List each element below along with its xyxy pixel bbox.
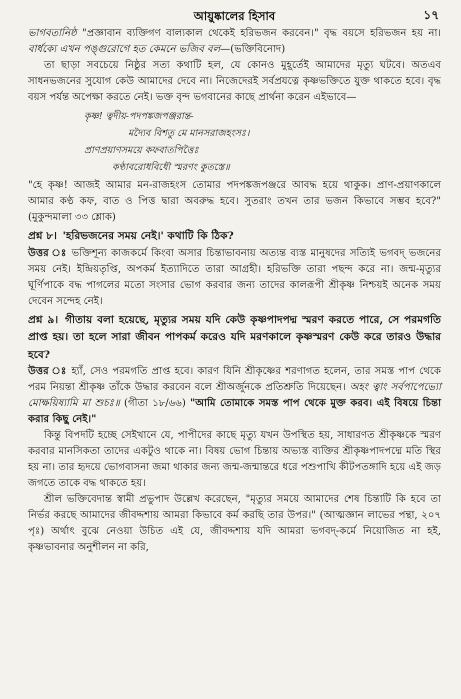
paragraph-3: "হে কৃষ্ণ! আজই আমার মন-রাজহংস তোমার পদপঙ্কজপঞ্জরে আবদ্ধ হয়ে থাকুক। প্রাণ-প্রয়াণকালে আমার কণ্ঠ কফ, বাত ও পিত্ত দ্বারা অবরুদ্ধ হবে। সুতরাং তখন তার ভজন কিভাবে সম্ভব হবে?" (মুকুন্দমালা ৩৩ শ্লোক): [28, 180, 441, 223]
verse-line-1: কৃষ্ণ! ত্বদীয়-পদপঙ্কজপঞ্জরান্ত-: [84, 111, 194, 122]
verse-line-4: কণ্ঠাবরোধবিধৌ স্মরণং কুতস্তে॥: [112, 162, 230, 173]
question-8-text: 'হরিভজনের সময় নেই।' কথাটি কি ঠিক?: [58, 230, 234, 242]
page-title: আয়ুষ্কালের হিসাব: [193, 9, 276, 23]
answer-8-label: উত্তর ঃ: [28, 247, 68, 259]
answer-9-bold-quote: "আমি তোমাকে সমস্ত পাপ থেকে মুক্ত করব। এই বিষয়ে চিন্তা করার কিছু নেই।": [28, 398, 442, 425]
page-number: ১৭: [423, 8, 439, 22]
question-8: [28, 228, 441, 246]
question-9-label: প্রশ্ন ৯।: [28, 313, 59, 326]
page-header: [28, 0, 441, 26]
page-body: [28, 26, 441, 556]
paragraph-1-text: "প্রজ্ঞাবান ব্যক্তিগণ বাল্যকাল থেকেই হরিভজন করবেন।" বৃদ্ধ বয়সে হরিভজন হয় না।: [76, 28, 441, 39]
question-8-label: প্রশ্ন ৮।: [28, 230, 57, 242]
paragraph-5: শ্রীল ভক্তিবেদান্ত স্বামী প্রভুপাদ উল্লেখ করেছেন, "মৃত্যুর সময়ে আমাদের শেষ চিন্তাটি কি হবে তা নির্ভর করছে আমাদের জীবদ্দশায় আমরা কিভাবে কর্ম করছি তার উপর।" (আত্মজ্ঞান লাভের পন্থা, ২০৭ পৃঃ) অর্থাৎ বুঝে নেওয়া উচিত এই যে, জীবদ্দশায় যদি আমরা ভগবদ্-কর্মে নিয়োজিত না হই, কৃষ্ণভাবনার অনুশীলন না করি,: [28, 494, 441, 553]
question-9-text: গীতায় বলা হয়েছে, মৃত্যুর সময় যদি কেউ কৃষ্ণপাদপদ্ম স্মরণ করতে পারে, সে পরমগতি প্রাপ্ত হয়। তা হলে সারা জীবন পাপকর্ম করেও যদি মরণকালে কৃষ্ণস্মরণ কেউ করে তারও উদ্ধার হবে?: [28, 313, 441, 361]
verse-line-2: মদ্যৈব বিশতু মে মানসরাজহংসঃ।: [128, 128, 250, 139]
paragraph-1-italic: বার্ধক্যে এখন পঙ্গুরোগে হত কেমনে ভজিব বল: [28, 44, 221, 55]
verse-line-3: প্রাণপ্রয়াণসময়ে কফবাতপিত্তৈঃ: [84, 145, 199, 156]
answer-9-text-1: হ্যাঁ, সেও পরমগতি প্রাপ্ত হবে। কারণ যিনি শ্রীকৃষ্ণের শরণাগত হলেন, তার সমস্ত পাপ থেকে পরম নিয়ন্তা শ্রীকৃষ্ণ তাঁকে উদ্ধার করবেন বলে শ্রীঅর্জুনকে প্রতিশ্রুতি দিয়েছেন।: [28, 366, 441, 393]
answer-8: [28, 246, 441, 310]
paragraph-1: [28, 26, 441, 58]
answer-9-label: উত্তর ঃ: [28, 366, 68, 377]
answer-9-italic-quote: অহং ত্বাং সর্বপাপেভ্যো মোক্ষয়িষ্যামি মা শুচঃ॥: [28, 382, 441, 409]
answer-8-text: ভক্তিশূন্য কাজকর্মে কিংবা অসার চিন্তাভাবনায় অত্যন্ত ব্যস্ত মানুষদের সত্যিই ভগবদ্ ভজনের সময় নেই। ইন্দ্রিয়তৃপ্তি, অপকর্ম ইত্যাদিতে তারা আগ্রহী। হরিভক্তি তারা পছন্দ করে না। জন্ম-মৃত্যুর ঘূর্ণিপাকে বদ্ধ পাগলের মতো সংসার ভোগ করবার জন্য তাদের কালরূপী শ্রীকৃষ্ণ নিশ্চয়ই অনেক সময় দেবেন সন্দেহ নেই।: [28, 247, 442, 307]
paragraph-2: তা ছাড়া সবচেয়ে নিষ্ঠুর সত্য কথাটি হল, যে কোনও মুহূর্তেই আমাদের মৃত্যু ঘটবে। অতএব সাধনভজনের সুযোগ কেউ আমাদের দেবে না। নিজেদেরই সর্বপ্রযত্নে কৃষ্ণভক্তিতে যুক্ত থাকতে হবে। বৃদ্ধ বয়স পর্যন্ত অপেক্ষা করতে নেই। ভক্ত বৃন্দ ভগবানের কাছে প্রার্থনা করেন এইভাবে—: [28, 60, 441, 103]
sanskrit-verse: [84, 108, 441, 176]
paragraph-1-tail: —(ভক্তিবিনোদ): [220, 44, 286, 55]
answer-9-text-2: (গীতা ১৮/৬৬): [119, 398, 190, 409]
question-9: [28, 312, 441, 365]
citation-source: ভাগবতানিষ্ঠ: [28, 28, 77, 39]
answer-9: [28, 364, 441, 428]
paragraph-4: কিন্তু বিপদটি হচ্ছে সেইখানে যে, পাপীদের কাছে মৃত্যু যখন উপস্থিত হয়, সাধারণত শ্রীকৃষ্ণকে স্মরণ করবার মানসিকতা তাদের একটুও থাকে না। বিষয় ভোগ চিন্তায় অভ্যস্ত ব্যক্তির শ্রীকৃষ্ণপাদপদ্মে মতি স্থির হয় না। তার হৃদয়ে ভোগবাসনা জমা থাকার জন্য জন্ম-জন্মান্তরে ধরে পশুপাখি কীটপতঙ্গাদি হয়ে এই জড় জগতে তাকে বদ্ধ থাকতে হয়।: [28, 430, 441, 489]
